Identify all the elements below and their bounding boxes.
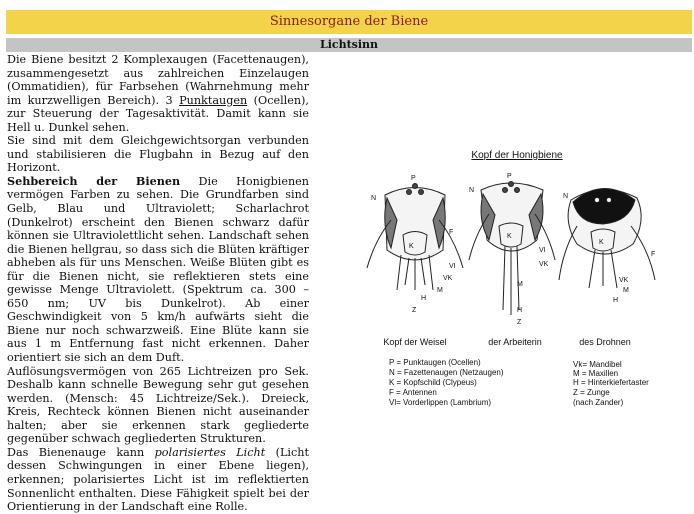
caption-queen: Kopf der Weisel xyxy=(383,337,447,347)
paragraph-vision-range: Sehbereich der Bienen Die Honigbienen vermögen Farben zu sehen. Die Grundfarben sind Gelb, Blau und Ultraviolett; Scharlachrot (Dunkelrot) erscheint den Bienen schwarz dafür können sie Ultraviolettlicht sehen. Landschaft sehen die Bienen hellgrau, so dass sich die Blüten kräftiger abheben als für uns Menschen. Weiße Blüten gibt es für die Bienen nicht, sie reflektieren stets eine gewisse Menge Ultraviolett. (Spektrum ca. 300 – 650 nm; UV bis Dunkelrot). Ab einer Geschwindigkeit von 5 km/h aufwärts sieht die Biene nur noch schwarzweiß. Eine Blüte kann sie aus 1 m Entfernung fast nicht erkennen. Daher orientiert sie sich an dem Duft. xyxy=(7,173,309,365)
svg-text:M: M xyxy=(517,281,523,288)
paragraph-eyes: Die Biene besitzt 2 Komplexaugen (Facettenaugen), zusammengesetzt aus zahlreichen Einzelaugen (Ommatidien), für Farbsehen (Wahrnehmung mehr im kurzwelligen Bereich). 3 Punktaugen (Ocellen), zur Steuerung der Tagesaktivität. Damit kann sie Hell u. Dunkel sehen. xyxy=(7,53,309,134)
svg-text:H: H xyxy=(421,295,427,302)
svg-text:P: P xyxy=(411,175,416,182)
vision-range-heading: Sehbereich der Bienen xyxy=(7,173,181,188)
figure-title: Kopf der Honigbiene xyxy=(471,150,563,161)
paragraph-resolution: Auflösungsvermögen von 265 Lichtreizen pro Sek. Deshalb kann schnelle Bewegung sehr gut gesehen werden. (Mensch: 45 Lichtreize/Sek.). Dreieck, Kreis, Rechteck können Bienen nicht auseinander halten; aber sie erkennen stark gegliederte gegenüber schwach gegliederten Strukturen. xyxy=(7,364,309,446)
legend-item: K = Kopfschild (Clypeus) xyxy=(389,378,477,387)
svg-text:Z: Z xyxy=(412,307,417,314)
legend-item: (nach Zander) xyxy=(573,398,624,407)
svg-text:F: F xyxy=(449,229,454,236)
page-title: Sinnesorgane der Biene xyxy=(6,10,692,34)
svg-text:F: F xyxy=(651,251,656,258)
legend-item: N = Fazettenaugen (Netzaugen) xyxy=(389,368,504,377)
figure-legend xyxy=(389,358,649,407)
svg-text:M: M xyxy=(623,287,629,294)
svg-text:N: N xyxy=(371,195,377,202)
paragraph-balance: Sie sind mit dem Gleichgewichtsorgan verbunden und stabilisieren die Flugbahn in Bezug auf den Horizont. xyxy=(7,134,309,175)
paragraph-polarized: Das Bienenauge kann polarisiertes Licht (Licht dessen Schwingungen in einer Ebene liegen), erkennen; polarisiertes Licht ist im reflektierten Sonnenlicht enthalten. Diese Fähigkeit spielt bei der Orientierung in der Landschaft eine Rolle. xyxy=(7,445,309,514)
punktaugen-link[interactable]: Punktaugen xyxy=(179,93,248,107)
svg-text:K: K xyxy=(409,243,414,250)
bee-head-figure xyxy=(357,140,677,416)
svg-text:VK: VK xyxy=(539,261,549,268)
svg-text:K: K xyxy=(507,233,512,240)
legend-item: Vl= Vorderlippen (Lambrium) xyxy=(389,398,492,407)
svg-text:H: H xyxy=(613,297,619,304)
svg-text:N: N xyxy=(563,193,569,200)
drone-head xyxy=(559,188,655,288)
legend-item: F = Antennen xyxy=(389,388,437,397)
svg-text:K: K xyxy=(599,239,604,246)
legend-item: M = Maxillen xyxy=(573,369,619,378)
bee-head-diagram xyxy=(357,140,677,416)
svg-text:VK: VK xyxy=(619,277,629,284)
legend-item: Z = Zunge xyxy=(573,388,610,397)
caption-drone: des Drohnen xyxy=(579,337,631,347)
caption-worker: der Arbeiterin xyxy=(488,337,542,347)
svg-text:H: H xyxy=(517,307,523,314)
section-heading: Lichtsinn xyxy=(6,38,692,52)
legend-item: H = Hinterkiefertaster xyxy=(573,378,649,387)
legend-item: Vk= Mandibel xyxy=(573,360,622,369)
legend-item: P = Punktaugen (Ocellen) xyxy=(389,358,481,367)
svg-text:VI: VI xyxy=(539,247,546,254)
svg-text:N: N xyxy=(469,187,475,194)
svg-text:Z: Z xyxy=(517,319,522,326)
svg-text:VK: VK xyxy=(443,275,453,282)
svg-text:P: P xyxy=(507,173,512,180)
article-body xyxy=(7,53,309,514)
svg-text:M: M xyxy=(437,287,443,294)
svg-text:VI: VI xyxy=(449,263,456,270)
